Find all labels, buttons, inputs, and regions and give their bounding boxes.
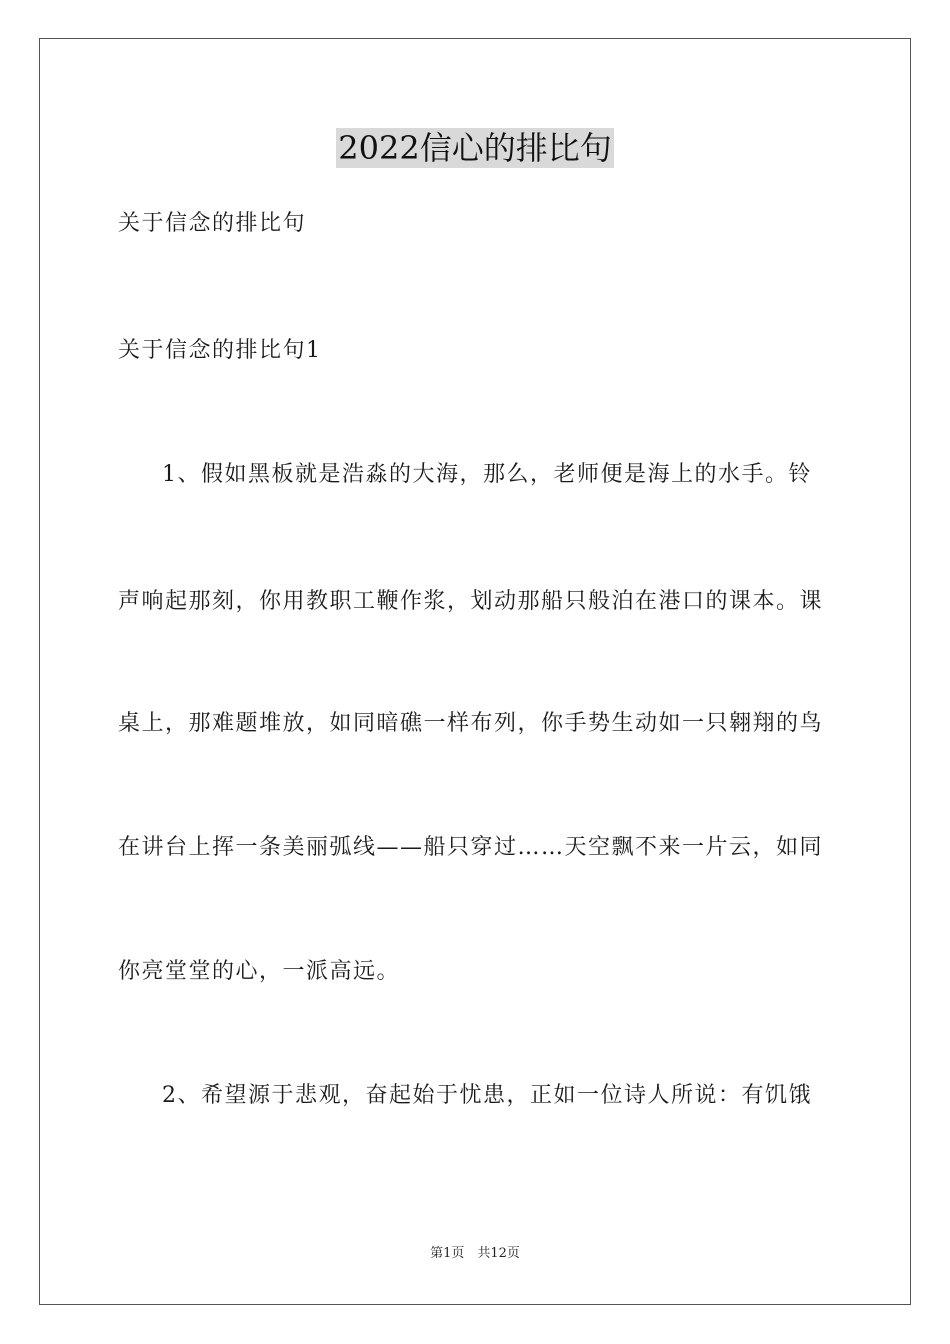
paragraph-line: 桌上，那难题堆放，如同暗礁一样布列，你手势生动如一只翱翔的鸟 [118, 711, 824, 736]
paragraph-line: 1、假如黑板就是浩淼的大海，那么，老师便是海上的水手。铃 [162, 462, 812, 487]
title-container [0, 128, 950, 168]
paragraph-line: 在讲台上挥一条美丽弧线——船只穿过……天空飘不来一片云，如同 [118, 835, 824, 860]
paragraph-line: 声响起那刻，你用教职工鞭作浆，划动那船只般泊在港口的课本。课 [118, 589, 824, 614]
page-footer: 第1页 共12页 [430, 1246, 520, 1261]
paragraph-line: 你亮堂堂的心，一派高远。 [118, 959, 401, 984]
subtitle: 关于信念的排比句 [118, 211, 307, 236]
paragraph-line: 2、希望源于悲观，奋起始于忧患，正如一位诗人所说：有饥饿 [162, 1083, 812, 1108]
document-title: 2022信心的排比句 [338, 129, 612, 167]
section-heading: 关于信念的排比句1 [118, 338, 322, 363]
